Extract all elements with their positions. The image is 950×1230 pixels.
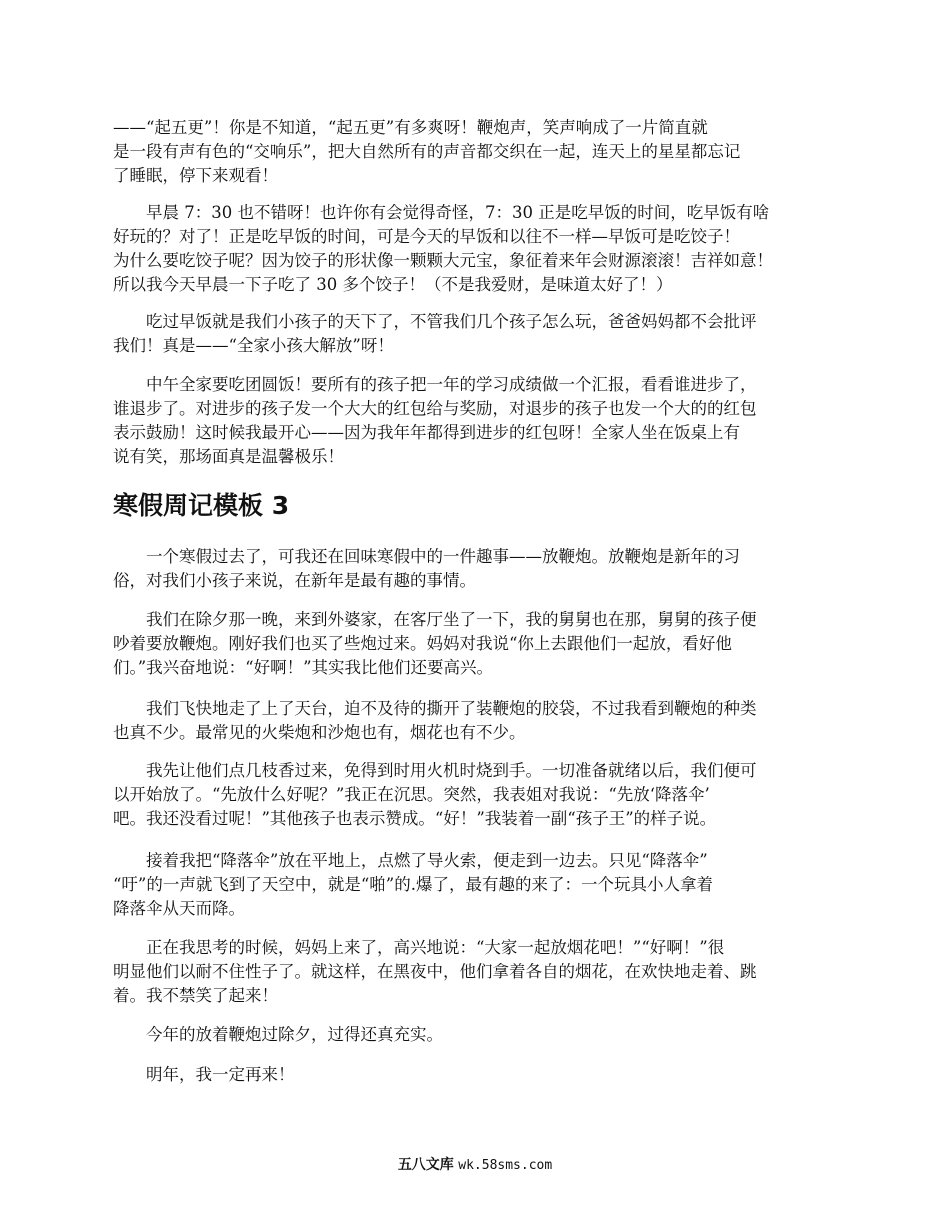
- section-paragraph-4: [113, 759, 843, 831]
- text-line: 吵着要放鞭炮。刚好我们也买了些炮过来。妈妈对我说“你上去跟他们一起放，看好他: [113, 634, 732, 653]
- text-line: 吃过早饭就是我们小孩子的天下了，不管我们几个孩子怎么玩，爸爸妈妈都不会批评: [113, 312, 757, 331]
- section-paragraph-3: [113, 697, 843, 745]
- text-line: 所以我今天早晨一下子吃了 30 多个饺子！（不是我爱财，是味道太好了！）: [113, 275, 673, 294]
- text-line: 正在我思考的时候，妈妈上来了，高兴地说：“大家一起放烟花吧！”“好啊！”很: [113, 938, 725, 957]
- text-line: 早晨 7：30 也不错呀！也许你有会觉得奇怪，7：30 正是吃早饭的时间，吃早饭有啥: [113, 203, 770, 222]
- footer-site: wk.58sms.com: [458, 1158, 553, 1173]
- text-line: 明显他们以耐不住性子了。就这样，在黑夜中，他们拿着各自的烟花，在欢快地走着、跳: [113, 962, 757, 981]
- text-line: “吁”的一声就飞到了天空中，就是“啪”的.爆了，最有趣的来了：一个玩具小人拿着: [113, 875, 713, 894]
- text-line: 们。”我兴奋地说：“好啊！”其实我比他们还要高兴。: [113, 658, 494, 677]
- text-line: 今年的放着鞭炮过除夕，过得还真充实。: [113, 1025, 443, 1044]
- text-line: 我们在除夕那一晚，来到外婆家，在客厅坐了一下，我的舅舅也在那，舅舅的孩子便: [113, 610, 757, 629]
- text-line: 接着我把“降落伞”放在平地上，点燃了导火索，便走到一边去。只见“降落伞”: [113, 851, 708, 870]
- paragraph-4: [113, 373, 843, 469]
- paragraph-2: [113, 201, 843, 297]
- text-line: ——“起五更”！你是不知道，“起五更”有多爽呀！鞭炮声，笑声响成了一片简直就: [113, 118, 708, 137]
- text-line: 为什么要吃饺子呢？因为饺子的形状像一颗颗大元宝，象征着来年会财源滚滚！吉祥如意！: [113, 251, 773, 270]
- text-line: 好玩的？对了！正是吃早饭的时间，可是今天的早饭和以往不一样—早饭可是吃饺子！: [113, 227, 740, 246]
- text-line: 中午全家要吃团圆饭！要所有的孩子把一年的学习成绩做一个汇报，看看谁进步了，: [113, 375, 757, 394]
- footer-brand: 五八文库: [397, 1157, 454, 1173]
- text-line: 以开始放了。“先放什么好呢？”我正在沉思。突然，我表姐对我说：“先放‘降落伞’: [113, 785, 710, 804]
- text-line: 也真不少。最常见的火柴炮和沙炮也有，烟花也有不少。: [113, 723, 526, 742]
- text-line: 俗，对我们小孩子来说，在新年是最有趣的事情。: [113, 571, 476, 590]
- section-paragraph-8: [113, 1063, 843, 1087]
- text-line: 谁退步了。对进步的孩子发一个大大的红包给与奖励，对退步的孩子也发一个大的的红包: [113, 399, 757, 418]
- paragraph-1: [113, 116, 843, 188]
- page-footer: [0, 1156, 950, 1175]
- text-line: 我们！真是——“全家小孩大解放”呀！: [113, 336, 394, 355]
- section-paragraph-7: [113, 1023, 843, 1047]
- text-line: 吧。我还没看过呢！”其他孩子也表示赞成。“好！”我装着一副“孩子王”的样子说。: [113, 809, 717, 828]
- text-line: 表示鼓励！这时候我最开心——因为我年年都得到进步的红包呀！全家人坐在饭桌上有: [113, 423, 740, 442]
- text-line: 是一段有声有色的“交响乐”，把大自然所有的声音都交织在一起，连天上的星星都忘记: [113, 142, 741, 161]
- text-line: 我们飞快地走了上了天台，迫不及待的撕开了装鞭炮的胶袋，不过我看到鞭炮的种类: [113, 699, 757, 718]
- text-line: 一个寒假过去了，可我还在回味寒假中的一件趣事——放鞭炮。放鞭炮是新年的习: [113, 547, 740, 566]
- section-paragraph-1: [113, 545, 843, 593]
- section-title: 寒假周记模板 3: [113, 491, 290, 520]
- text-line: 了睡眠，停下来观看！: [113, 166, 278, 185]
- text-line: 我先让他们点几枝香过来，免得到时用火机时烧到手。一切准备就绪以后，我们便可: [113, 761, 757, 780]
- text-line: 说有笑，那场面真是温馨极乐！: [113, 447, 344, 466]
- text-line: 着。我不禁笑了起来！: [113, 986, 278, 1005]
- text-line: 明年，我一定再来！: [113, 1065, 295, 1084]
- paragraph-3: [113, 310, 843, 358]
- section-paragraph-2: [113, 608, 843, 680]
- section-paragraph-6: [113, 936, 843, 1008]
- section-paragraph-5: [113, 849, 843, 921]
- text-line: 降落伞从天而降。: [113, 899, 245, 918]
